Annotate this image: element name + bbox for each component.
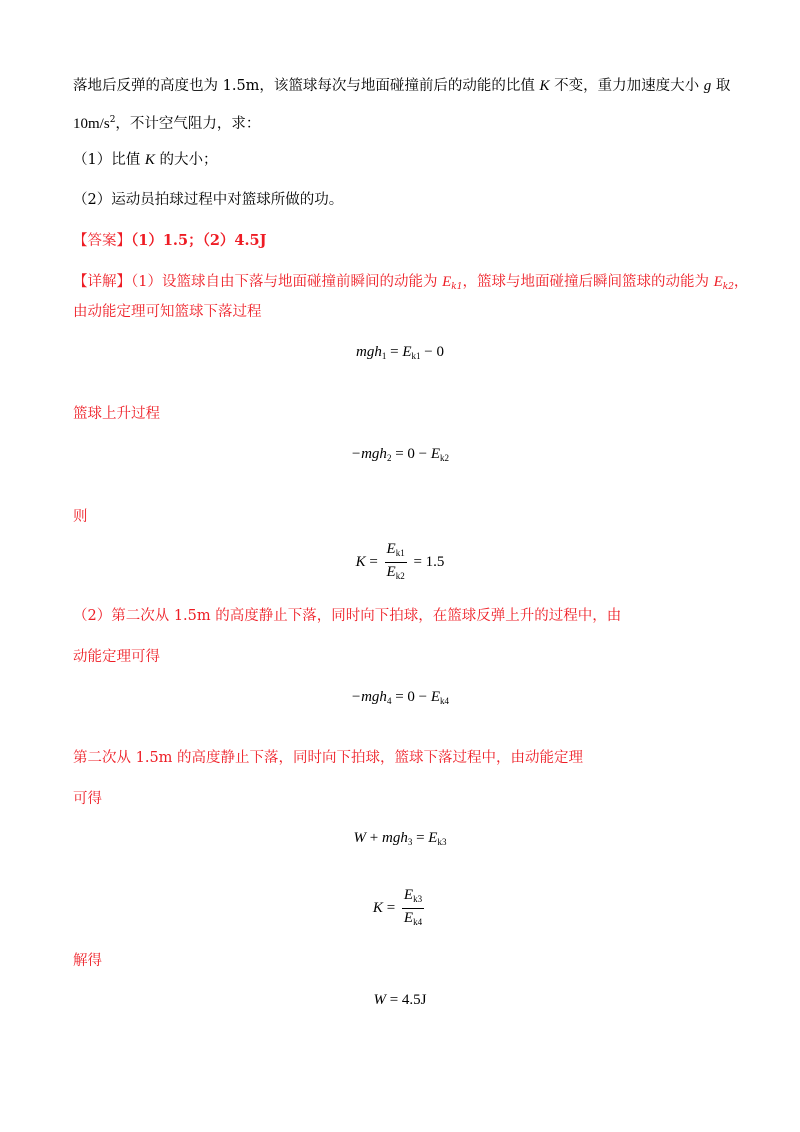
detail-text: ，篮球与地面碰撞后瞬间篮球的动能为 (462, 274, 714, 290)
eq-subscript: 1 (381, 351, 387, 361)
fraction-numerator (402, 886, 424, 909)
eq-term: mgh (356, 344, 382, 360)
equation-ratio-2 (0, 886, 800, 931)
equation-result (0, 990, 800, 1010)
eq-term: W (373, 992, 386, 1008)
eq-subscript: k3 (437, 837, 447, 847)
problem-text: ，不计空气阻力，求： (115, 116, 261, 132)
part3-line-1: 第二次从 1.5m 的高度静止下落，同时向下拍球，篮球下落过程中，由动能定理 (73, 750, 584, 766)
eq-operator: = 0 − (391, 446, 431, 462)
question-text: 的大小； (154, 152, 218, 168)
fraction (385, 540, 407, 585)
energy-symbol: E (713, 274, 723, 290)
acceleration-value: 10m/s (73, 116, 110, 132)
fraction-denominator (402, 909, 424, 931)
eq-term: mgh (381, 830, 408, 846)
eq-term: E (402, 344, 412, 360)
problem-text: 取 (711, 78, 731, 94)
energy-subscript: k2 (722, 282, 734, 292)
eq-term: − 0 (420, 344, 444, 360)
equation-ratio (0, 540, 800, 585)
eq-subscript: k4 (440, 696, 450, 706)
then-label: 则 (73, 509, 88, 525)
eq-term: K (372, 899, 383, 916)
detail-label: 【详解】 (73, 274, 131, 290)
rise-label: 篮球上升过程 (73, 406, 160, 422)
solve-label: 解得 (73, 953, 102, 969)
problem-text: 不变，重力加速度大小 (549, 78, 704, 94)
problem-text: 落地后反弹的高度也为 1.5m，该篮球每次与地面碰撞前后的动能的比值 (73, 78, 540, 94)
eq-subscript: k4 (413, 917, 423, 927)
equation-fall-2 (0, 828, 800, 852)
eq-operator: = (412, 830, 429, 846)
detail-text: ， (733, 274, 749, 290)
detail-line-2: 由动能定理可知篮球下落过程 (73, 304, 262, 320)
eq-term: E (430, 446, 441, 462)
eq-operator: = 0 − (391, 689, 431, 705)
part2-line-1: （2）第二次从 1.5m 的高度静止下落，同时向下拍球，在篮球反弹上升的过程中，由 (73, 608, 622, 624)
fraction (402, 886, 424, 931)
eq-term: E (430, 689, 441, 705)
eq-subscript: k2 (395, 571, 405, 581)
variable-g: g (703, 78, 712, 94)
variable-k: K (144, 152, 155, 168)
equation-fall (0, 342, 800, 366)
eq-operator: + (366, 830, 382, 846)
question-1 (73, 150, 217, 170)
eq-operator: = (365, 553, 382, 570)
eq-operator: = (386, 344, 403, 360)
eq-term: E (403, 910, 414, 926)
eq-subscript: k1 (395, 548, 405, 558)
eq-term: E (403, 887, 414, 903)
eq-subscript: k2 (440, 453, 450, 463)
fraction-numerator (385, 540, 407, 563)
exponent: 2 (109, 115, 116, 125)
answer-text: （1）1.5；（2）4.5J (131, 232, 267, 249)
part2-line-2: 动能定理可得 (73, 649, 160, 665)
answer-label: 【答案】 (73, 233, 131, 249)
eq-subscript: k3 (413, 894, 423, 904)
detail-line-1 (73, 272, 748, 297)
variable-k: K (539, 78, 550, 94)
eq-subscript: 3 (407, 837, 413, 847)
question-2: （2）运动员拍球过程中对篮球所做的功。 (73, 192, 344, 208)
eq-subscript: k1 (411, 351, 421, 361)
eq-subscript: 4 (386, 696, 392, 706)
detail-text: （1）设篮球自由下落与地面碰撞前瞬间的动能为 (131, 274, 443, 290)
problem-line-2 (73, 110, 260, 134)
eq-subscript: 2 (386, 453, 392, 463)
energy-subscript: k1 (451, 282, 463, 292)
question-text: （1）比值 (73, 152, 145, 168)
eq-term: E (386, 564, 396, 580)
eq-term: E (386, 541, 396, 557)
equation-rise-2 (0, 687, 800, 711)
eq-term: = 1.5 (409, 553, 445, 570)
eq-term: = 4.5J (385, 992, 427, 1008)
energy-symbol: E (442, 274, 452, 290)
problem-line-1 (73, 76, 730, 96)
eq-term: W (353, 830, 367, 846)
answer-line (73, 231, 267, 251)
eq-term: E (428, 830, 438, 846)
fraction-denominator (385, 563, 407, 585)
equation-rise (0, 444, 800, 468)
eq-operator: = (382, 899, 399, 916)
eq-term: K (355, 553, 366, 570)
part3-line-2: 可得 (73, 791, 102, 807)
eq-term: −mgh (350, 446, 387, 462)
eq-term: −mgh (350, 689, 387, 705)
